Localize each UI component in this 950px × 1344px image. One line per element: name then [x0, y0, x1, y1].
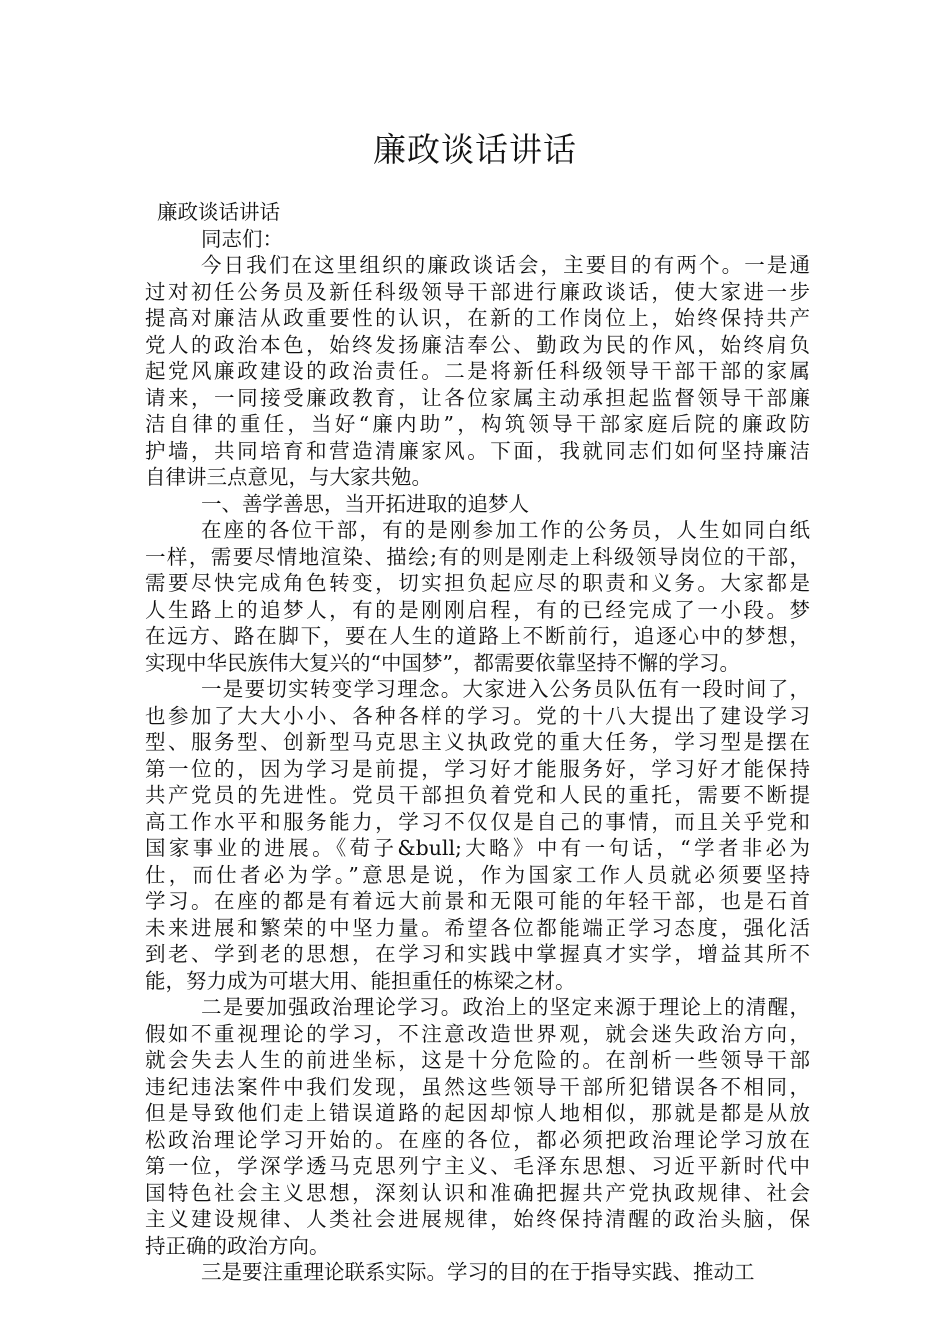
body-line: 护墙，共同培育和营造清廉家风。下面，我就同志们如何坚持廉洁 — [145, 438, 810, 463]
body-line: 但是导致他们走上错误道路的起因却惊人地相似，那就是都是从放 — [145, 1101, 810, 1125]
body-line: 自律讲三点意见，与大家共勉。 — [145, 465, 432, 489]
body-line: 在远方、路在脚下，要在人生的道路上不断前行，追逐心中的梦想， — [145, 624, 810, 648]
body-line: 三是要注重理论联系实际。学习的目的在于指导实践、推动工 — [201, 1260, 755, 1284]
body-line: 到老、学到老的思想，在学习和实践中掌握真才实学，增益其所不 — [145, 942, 810, 966]
body-line: 共产党员的先进性。党员干部担负着党和人民的重托，需要不断提 — [145, 783, 810, 807]
body-line: 持正确的政治方向。 — [145, 1233, 330, 1258]
body-line: 需要尽快完成角色转变，切实担负起应尽的职责和义务。大家都是 — [145, 571, 810, 595]
body-line: 廉政谈话讲话 — [157, 200, 280, 224]
body-line: 违纪违法案件中我们发现，虽然这些领导干部所犯错误各不相同， — [145, 1074, 810, 1099]
section-heading: 一、善学善思，当开拓进取的追梦人 — [201, 491, 529, 516]
body-line: 实现中华民族伟大复兴的“中国梦”，都需要依靠坚持不懈的学习。 — [145, 650, 740, 675]
body-line: 也参加了大大小小、各种各样的学习。党的十八大提出了建设学习 — [145, 703, 810, 728]
body-line: 一是要切实转变学习理念。大家进入公务员队伍有一段时间了， — [201, 677, 810, 701]
body-line: 人生路上的追梦人，有的是刚刚启程，有的已经完成了一小段。梦 — [145, 597, 810, 622]
body-line: 未来进展和繁荣的中坚力量。希望各位都能端正学习态度，强化活 — [145, 915, 810, 940]
body-line: 党人的政治本色，始终发扬廉洁奉公、勤政为民的作风，始终肩负 — [145, 332, 810, 357]
body-line: 过对初任公务员及新任科级领导干部进行廉政谈话，使大家进一步 — [145, 279, 810, 304]
body-line: 提高对廉洁从政重要性的认识，在新的工作岗位上，始终保持共产 — [145, 306, 810, 330]
body-line: 在座的各位干部，有的是刚参加工作的公务员，人生如同白纸 — [201, 518, 810, 542]
body-line: 洁自律的重任，当好“廉内助”，构筑领导干部家庭后院的廉政防 — [145, 412, 810, 436]
body-line: 松政治理论学习开始的。在座的各位，都必须把政治理论学习放在 — [145, 1127, 810, 1152]
document-title: 廉政谈话讲话 — [373, 130, 577, 169]
body-line: 同志们： — [201, 226, 283, 251]
body-line: 学习。在座的都是有着远大前景和无限可能的年轻干部，也是石首 — [145, 889, 810, 913]
body-line: 型、服务型、创新型马克思主义执政党的重大任务，学习型是摆在 — [145, 730, 810, 754]
body-line: 仕，而仕者必为学。”意思是说，作为国家工作人员就必须要坚持 — [145, 862, 810, 887]
body-line: 就会失去人生的前进坐标，这是十分危险的。在剖析一些领导干部 — [145, 1048, 810, 1072]
body-line: 一样，需要尽情地渲染、描绘;有的则是刚走上科级领导岗位的干部， — [145, 544, 810, 569]
body-line: 请来，一同接受廉政教育，让各位家属主动承担起监督领导干部廉 — [145, 385, 810, 410]
body-line: 高工作水平和服务能力，学习不仅仅是自己的事情，而且关乎党和 — [145, 809, 810, 834]
body-line: 起党风廉政建设的政治责任。二是将新任科级领导干部干部的家属 — [145, 359, 810, 383]
document-body — [145, 199, 810, 1286]
body-line: 第一位的，因为学习是前提，学习好才能服务好，学习好才能保持 — [145, 756, 810, 781]
body-line: 国家事业的进展。《荀子&bull;大略》中有一句话，“学者非必为 — [145, 836, 810, 860]
body-line: 假如不重视理论的学习，不注意改造世界观，就会迷失政治方向， — [145, 1021, 810, 1046]
body-line: 今日我们在这里组织的廉政谈话会，主要目的有两个。一是通 — [201, 253, 810, 277]
body-line: 第一位，学深学透马克思列宁主义、毛泽东思想、习近平新时代中 — [145, 1154, 810, 1178]
body-line: 主义建设规律、人类社会进展规律，始终保持清醒的政治头脑，保 — [145, 1207, 810, 1231]
body-line: 二是要加强政治理论学习。政治上的坚定来源于理论上的清醒， — [201, 995, 810, 1019]
body-line: 能，努力成为可堪大用、能担重任的栋梁之材。 — [145, 968, 576, 993]
body-line: 国特色社会主义思想，深刻认识和准确把握共产党执政规律、社会 — [145, 1180, 810, 1205]
